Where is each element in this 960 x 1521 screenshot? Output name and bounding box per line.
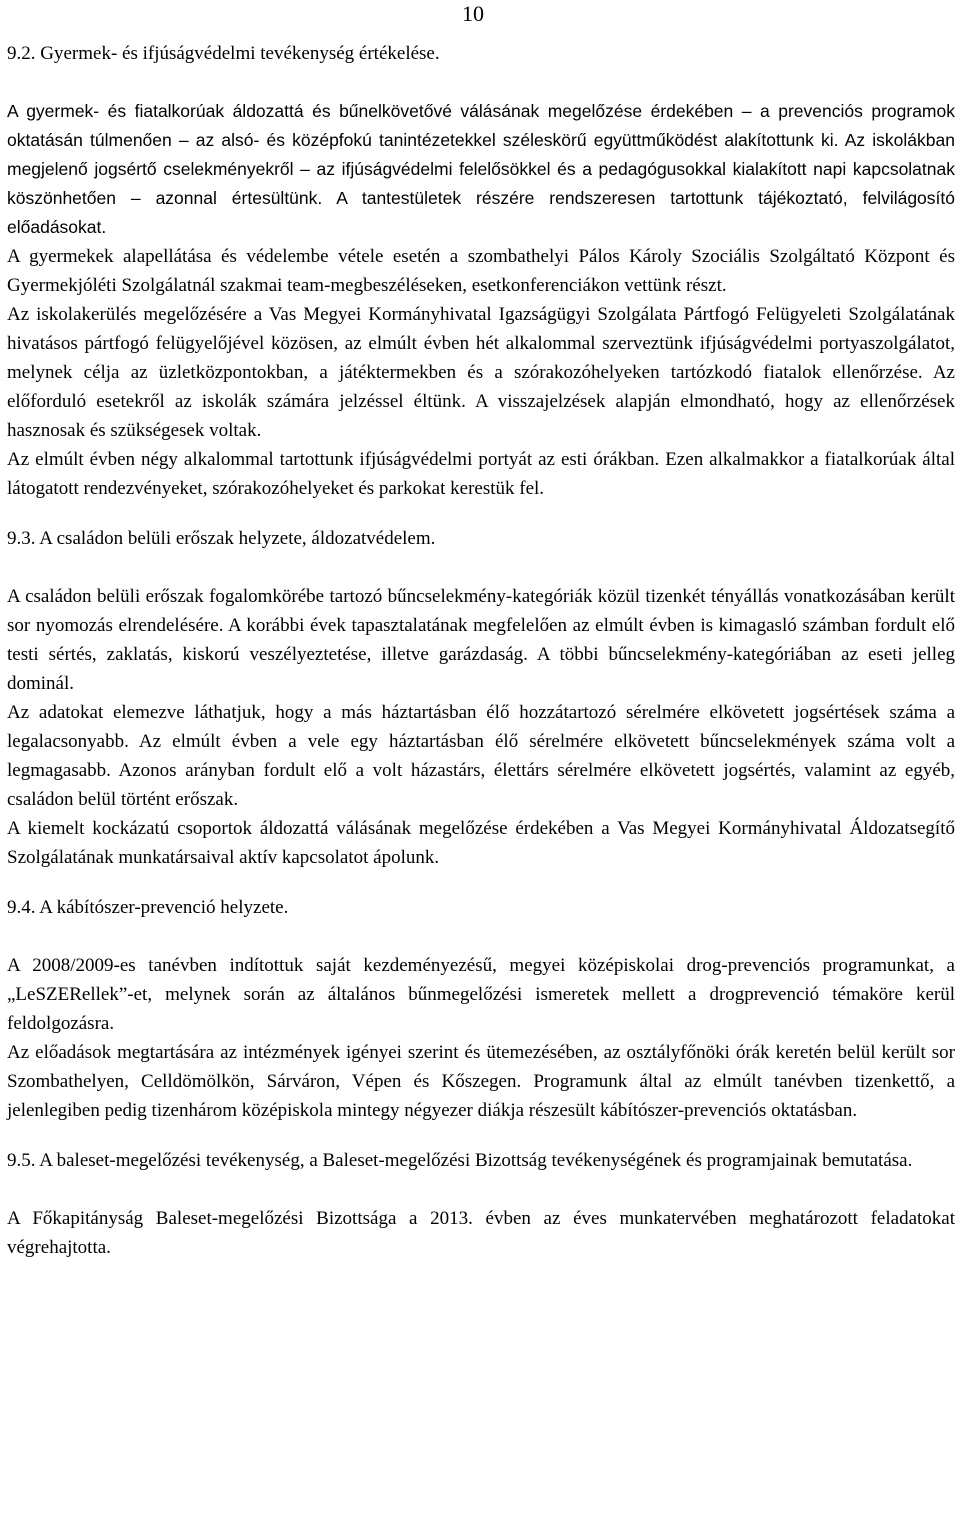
spacer [7,1175,955,1204]
paragraph: Az előadások megtartására az intézmények igényei szerint és ütemezésében, az osztályfőnöki órák keretén belül került sor Szombathelyen, Celldömölkön, Sárváron, Vépen és Kőszegen. Programunk által az elmúlt tanévben tizenkettő, a jelenlegiben pedig tizenhárom középiskola mintegy négyezer diákja részesült kábítószer-prevenciós oktatásban. [7,1042,955,1121]
document-body [7,39,955,1262]
spacer [7,503,955,524]
spacer [7,872,955,893]
paragraph: A 2008/2009-es tanévben indítottuk saját kezdeményezésű, megyei középiskolai drog-prevenciós programunkat, a „LeSZERellek”-et, melynek során az általános bűnmegelőzési ismeretek mellett a drogprevenció témaköre kerül feldolgozásra. [7,955,955,1034]
paragraph: Az elmúlt évben négy alkalommal tartottunk ifjúságvédelmi portyát az esti órákban. Ezen alkalmakkor a fiatalkorúak által látogatott rendezvényeket, szórakozóhelyeket és parkokat kerestük fel. [7,449,955,499]
section-domestic-violence [7,524,955,872]
section-drug-prevention [7,893,955,1125]
paragraph: A családon belüli erőszak fogalomkörébe tartozó bűncselekmény-kategóriák közül tizenkét tényállás vonatkozásában került sor nyomozás elrendelésére. A korábbi évek tapasztalatának megfelelően az elmúlt évben is kimagasló számban fordult elő testi sértés, zaklatás, kiskorú veszélyeztetése, illetve garázdaság. A többi bűncselekmény-kategóriában az eseti jelleg dominál. [7,586,955,694]
paragraph: A gyermekek alapellátása és védelembe vétele esetén a szombathelyi Pálos Károly Szociális Szolgáltató Központ és Gyermekjóléti Szolgálatnál szakmai team-megbeszéléseken, esetkonferenciákon vettünk részt. [7,246,955,296]
paragraph: A Főkapitányság Baleset-megelőzési Bizottsága a 2013. évben az éves munkatervében meghatározott feladatokat végrehajtotta. [7,1208,955,1258]
spacer [7,922,955,951]
section-accident-prevention [7,1146,955,1262]
section-heading: 9.2. Gyermek- és ifjúságvédelmi tevékenység értékelése. [7,43,440,64]
paragraph: Az iskolakerülés megelőzésére a Vas Megyei Kormányhivatal Igazságügyi Szolgálata Pártfogó Felügyeleti Szolgálatának hivatásos pártfogó felügyelőjével közösen, az elmúlt évben hét alkalommal szerveztünk ifjúságvédelmi portyaszolgálatot, melynek célja az üzletközpontokban, a játéktermekben és a szórakozóhelyeken tartózkodó fiatalok ellenőrzése. Az előforduló esetekről az iskolák számára jelzéssel éltünk. A visszajelzések alapján elmondható, hogy az ellenőrzések hasznosak és szükségesek voltak. [7,304,955,441]
page-number: 10 [462,1,484,26]
spacer [7,553,955,582]
section-youth-protection [7,39,955,503]
section-heading: 9.5. A baleset-megelőzési tevékenység, a Baleset-megelőzési Bizottság tevékenységének és programjainak bemutatása. [7,1150,913,1171]
spacer [7,68,955,97]
section-heading: 9.3. A családon belüli erőszak helyzete, áldozatvédelem. [7,528,436,549]
section-heading: 9.4. A kábítószer-prevenció helyzete. [7,897,289,918]
paragraph [7,97,955,242]
spacer [7,1125,955,1146]
paragraph-text: A gyermek- és fiatalkorúak áldozattá és bűnelkövetővé válásának megelőzése érdekében – a prevenciós programok oktatásán túlmenően – az alsó- és középfokú tanintézetekkel széleskörű együttműködést alakítottunk ki. Az iskolákban megjelenő jogsértő cselekményekről – az ifjúságvédelmi felelősökkel és a pedagógusokkal kialakított napi kapcsolatnak köszönhetően – azonnal értesültünk. A tantestületek részére rendszeresen tartottunk tájékoztató, felvilágosító előadásokat. [7,101,955,237]
paragraph: A kiemelt kockázatú csoportok áldozattá válásának megelőzése érdekében a Vas Megyei Kormányhivatal Áldozatsegítő Szolgálatának munkatársaival aktív kapcsolatot ápolunk. [7,818,955,868]
paragraph: Az adatokat elemezve láthatjuk, hogy a más háztartásban élő hozzátartozó sérelmére elkövetett jogsértések száma a legalacsonyabb. Az elmúlt évben a vele egy háztartásban élő sérelmére elkövetett bűncselekmények száma volt a legmagasabb. Azonos arányban fordult elő a volt házastárs, élettárs sérelmére elkövetett jogsértés, valamint az egyéb, családon belül történt erőszak. [7,702,955,810]
